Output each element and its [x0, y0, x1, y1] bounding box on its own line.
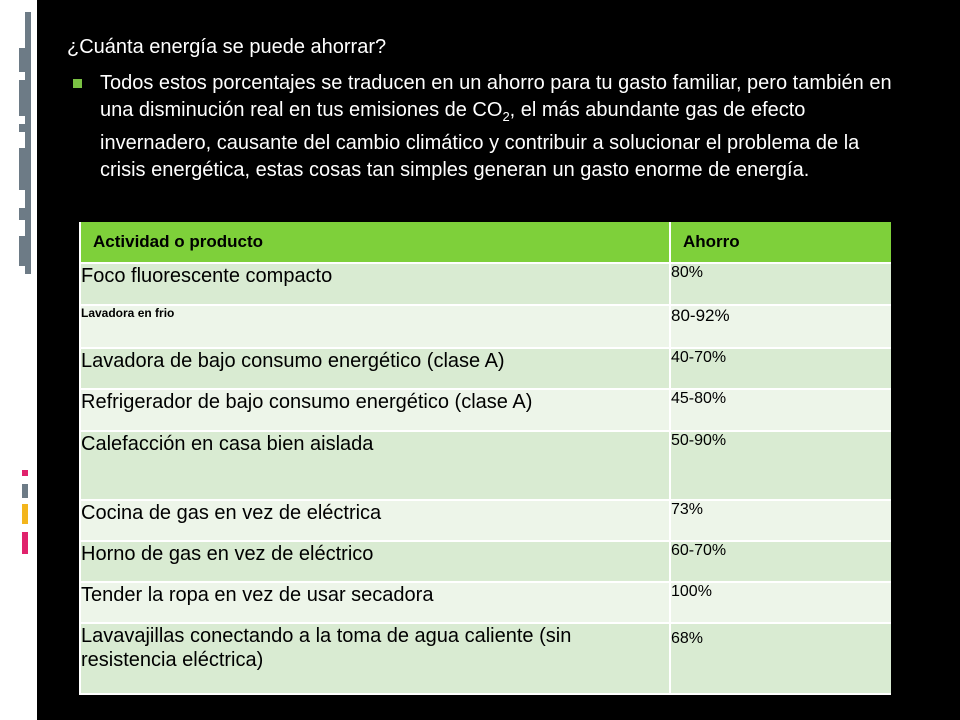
bullet-text-part-2: , el más abundante gas de efecto invernadero, causante del cambio climático y contribuir a solucionar el problema de la crisis energética, estas cosas tan simples generan un gasto enorme de energía. [100, 98, 860, 181]
header-activity: Actividad o producto [80, 222, 670, 263]
activity-cell: Cocina de gas en vez de eléctrica [80, 500, 670, 541]
bullet-item [73, 70, 893, 183]
saving-cell: 68% [670, 623, 891, 694]
decorative-bars-top [19, 12, 37, 274]
activity-cell: Horno de gas en vez de eléctrico [80, 541, 670, 582]
decorative-bars-bottom [22, 470, 37, 560]
table-header-row [80, 222, 891, 263]
saving-cell: 50-90% [670, 431, 891, 500]
bullet-square-icon [73, 79, 82, 88]
table-row [80, 582, 891, 623]
table-row [80, 263, 891, 305]
table-row [80, 500, 891, 541]
activity-cell: Lavadora de bajo consumo energético (clase A) [80, 348, 670, 389]
table-row [80, 305, 891, 348]
slide-title: ¿Cuánta energía se puede ahorrar? [67, 36, 387, 58]
activity-cell: Tender la ropa en vez de usar secadora [80, 582, 670, 623]
table-row [80, 348, 891, 389]
bullet-text [100, 70, 892, 183]
activity-cell: Calefacción en casa bien aislada [80, 431, 670, 500]
bullet-text-part-1: Todos estos porcentajes se traducen en un ahorro para tu gasto familiar, pero también en una disminución real en tus emisiones de CO [100, 72, 892, 121]
table-row [80, 431, 891, 500]
table-row [80, 623, 891, 694]
saving-cell: 73% [670, 500, 891, 541]
header-saving: Ahorro [670, 222, 891, 263]
savings-table [79, 222, 891, 695]
activity-cell: Foco fluorescente compacto [80, 263, 670, 305]
saving-cell: 80-92% [670, 305, 891, 348]
saving-cell: 40-70% [670, 348, 891, 389]
co2-subscript: 2 [502, 108, 510, 124]
activity-cell: Refrigerador de bajo consumo energético (clase A) [80, 389, 670, 431]
activity-cell: Lavadora en frio [80, 305, 670, 348]
table-row [80, 541, 891, 582]
table-row [80, 389, 891, 431]
saving-cell: 100% [670, 582, 891, 623]
saving-cell: 60-70% [670, 541, 891, 582]
activity-cell: Lavavajillas conectando a la toma de agua caliente (sin resistencia eléctrica) [80, 623, 670, 694]
saving-cell: 80% [670, 263, 891, 305]
saving-cell: 45-80% [670, 389, 891, 431]
